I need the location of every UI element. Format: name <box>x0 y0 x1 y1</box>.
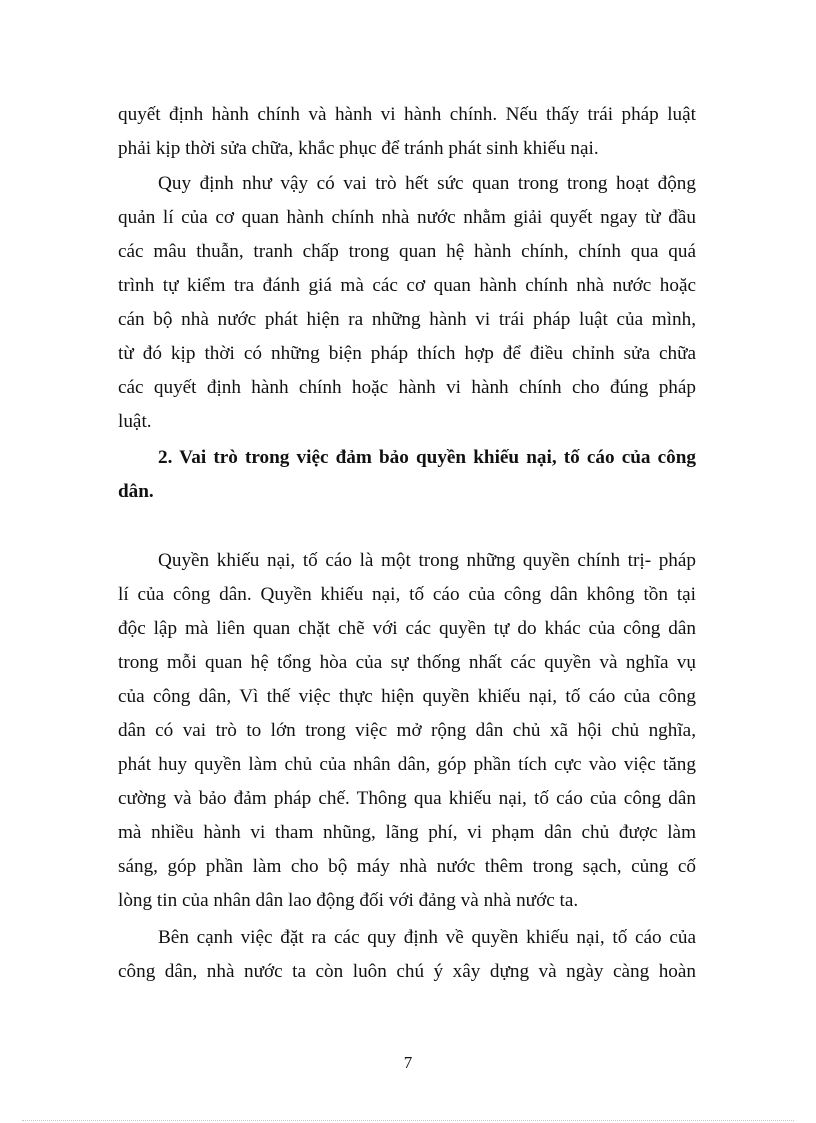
paragraph-2-line-8: luật. <box>118 411 152 432</box>
paragraph-2-line-4: trình tự kiểm tra đánh giá mà các cơ quan hành chính nhà nước hoặc <box>118 275 696 296</box>
paragraph-2-line-1: Quy định như vậy có vai trò hết sức quan trong trong hoạt động <box>158 173 696 194</box>
section-heading-line-1: 2. Vai trò trong việc đảm bảo quyền khiếu nại, tố cáo của công <box>158 447 696 468</box>
paragraph-1-line-2: phải kịp thời sửa chữa, khắc phục để tránh phát sinh khiếu nại. <box>118 138 599 159</box>
paragraph-3-line-6: dân có vai trò to lớn trong việc mở rộng dân chủ xã hội chủ nghĩa, <box>118 720 696 741</box>
paragraph-3-line-10: sáng, góp phần làm cho bộ máy nhà nước thêm trong sạch, củng cố <box>118 856 696 877</box>
paragraph-3-line-7: phát huy quyền làm chủ của nhân dân, góp phần tích cực vào việc tăng <box>118 754 696 775</box>
paragraph-3-line-9: mà nhiều hành vi tham nhũng, lãng phí, vi phạm dân chủ được làm <box>118 822 696 843</box>
section-heading-line-2: dân. <box>118 481 154 502</box>
paragraph-2-line-6: từ đó kịp thời có những biện pháp thích hợp để điều chỉnh sửa chữa <box>118 343 696 364</box>
paragraph-1-line-1: quyết định hành chính và hành vi hành chính. Nếu thấy trái pháp luật <box>118 104 696 125</box>
paragraph-3-line-8: cường và bảo đảm pháp chế. Thông qua khiếu nại, tố cáo của công dân <box>118 788 696 809</box>
paragraph-2-line-3: các mâu thuẫn, tranh chấp trong quan hệ hành chính, chính qua quá <box>118 241 696 262</box>
paragraph-3-line-4: trong mỗi quan hệ tổng hòa của sự thống nhất các quyền và nghĩa vụ <box>118 652 696 673</box>
page-bottom-border <box>22 1120 794 1121</box>
page-number: 7 <box>403 1053 413 1072</box>
paragraph-3-line-11: lòng tin của nhân dân lao động đối với đảng và nhà nước ta. <box>118 890 579 911</box>
paragraph-2-line-5: cán bộ nhà nước phát hiện ra những hành vi trái pháp luật của mình, <box>118 309 696 330</box>
paragraph-3-line-2: lí của công dân. Quyền khiếu nại, tố cáo của công dân không tồn tại <box>118 584 696 605</box>
paragraph-2-line-7: các quyết định hành chính hoặc hành vi hành chính cho đúng pháp <box>118 377 696 398</box>
paragraph-3-line-1: Quyền khiếu nại, tố cáo là một trong những quyền chính trị- pháp <box>158 550 696 571</box>
paragraph-3-line-3: độc lập mà liên quan chặt chẽ với các quyền tự do khác của công dân <box>118 618 696 639</box>
paragraph-3-line-5: của công dân, Vì thế việc thực hiện quyền khiếu nại, tố cáo của công <box>118 686 696 707</box>
paragraph-4-line-1: Bên cạnh việc đặt ra các quy định về quyền khiếu nại, tố cáo của <box>158 927 696 948</box>
paragraph-4-line-2: công dân, nhà nước ta còn luôn chú ý xây dựng và ngày càng hoàn <box>118 961 696 982</box>
paragraph-2-line-2: quản lí của cơ quan hành chính nhà nước nhằm giải quyết ngay từ đầu <box>118 207 696 228</box>
